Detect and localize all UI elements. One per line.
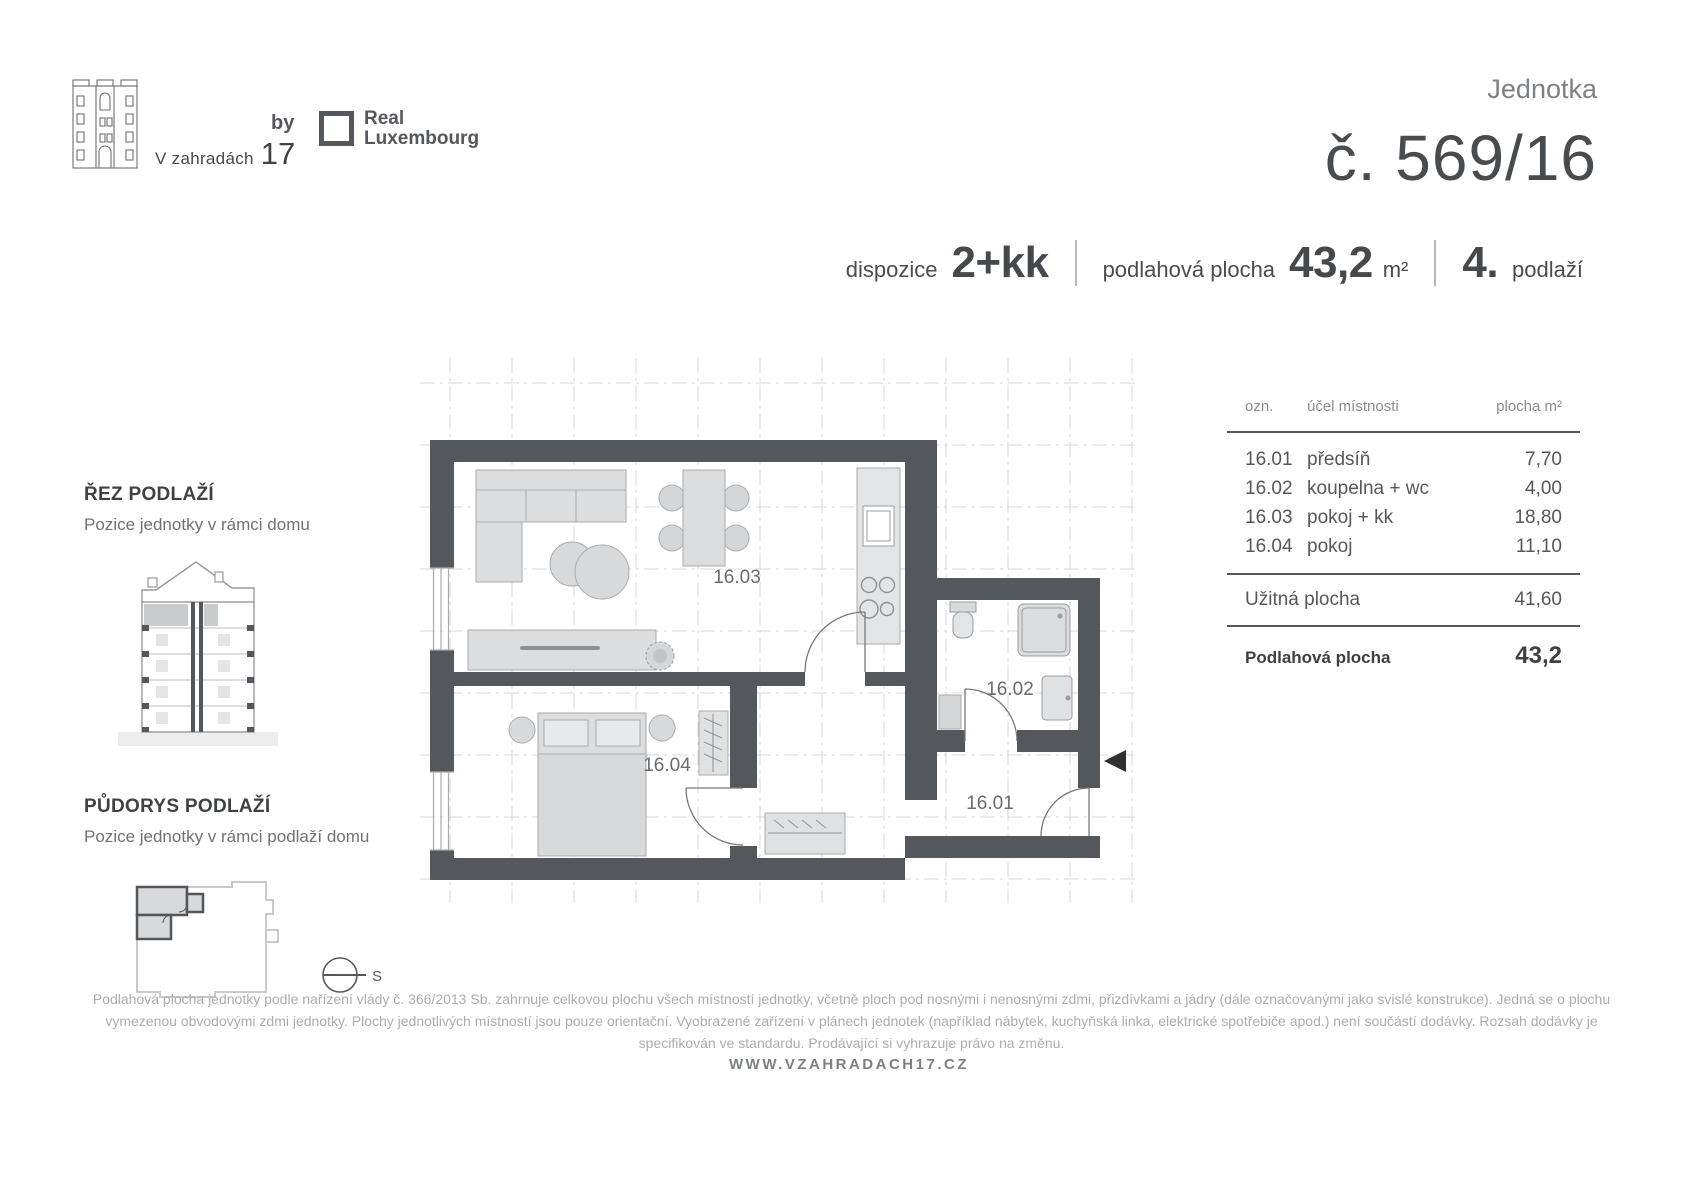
room-area-table — [1227, 398, 1580, 670]
room-label-1602: 16.02 — [986, 679, 1034, 700]
sideboard-tv-icon — [468, 630, 656, 670]
table-row: 16.02 koupelna + wc 4,00 — [1245, 478, 1562, 499]
room-label-1603: 16.03 — [713, 567, 761, 588]
spec-plocha-value: 43,2 — [1289, 238, 1373, 287]
washbasin-icon — [1042, 676, 1072, 720]
toilet-icon — [950, 602, 976, 638]
floor-layout-subtitle: Pozice jednotky v rámci podlaží domu — [84, 827, 370, 846]
partner-logo — [319, 109, 479, 149]
building-facade-icon — [67, 72, 145, 172]
project-name — [155, 136, 295, 172]
website-link[interactable]: WWW.VZAHRADACH17.CZ — [729, 1056, 969, 1073]
unit-floorplan — [420, 358, 1135, 903]
spec-strip — [846, 238, 1597, 288]
spec-dispozice — [846, 238, 1049, 288]
spec-podlazi — [1462, 238, 1597, 288]
table-header-plocha: plocha m² — [1496, 398, 1562, 415]
table-header-row — [1227, 398, 1580, 431]
spec-plocha — [1103, 238, 1409, 288]
project-logo — [67, 72, 295, 172]
spec-plocha-unit: m² — [1382, 257, 1409, 282]
floor-area-value: 43,2 — [1515, 642, 1562, 669]
dining-set-icon — [659, 470, 749, 566]
legal-disclaimer: Podlahová plocha jednotky podle nařízení vlády č. 366/2013 Sb. zahrnuje celkovou plochu všech místností jednotky, včetně ploch pod nosnými i nenosnými zdmi, přizdívkami a jádry (dále označovanými jako svislé konstrukce). Jedná se o plochu vymezenou obvodovými zdmi jednotky. Plochy jednotlivých místností jsou pouze orientační. Vyobrazené zařízení v plánech jednotek (například nábytek, kuchyňská linka, elektrické spotřebiče apod.) není součástí dodávky. Rozsah dodávky je specifikován ve standardu. Prodávající si vyhrazuje právo na změnu. — [92, 991, 1611, 1051]
table-body — [1227, 433, 1580, 573]
unit-label: Jednotka — [1487, 74, 1597, 104]
project-name-text: V zahradách — [155, 149, 254, 168]
table-row: 16.04 pokoj 11,10 — [1245, 536, 1562, 557]
plant-icon — [646, 642, 674, 670]
usable-area-row — [1227, 575, 1580, 625]
spec-dispozice-value: 2+kk — [951, 238, 1049, 287]
spec-dispozice-label: dispozice — [845, 257, 938, 282]
floor-area-label: Podlahová plocha — [1245, 648, 1391, 667]
kitchen-counter-icon — [857, 468, 900, 644]
spec-divider — [1434, 240, 1436, 286]
partner-name: Real Luxembourg — [364, 108, 480, 149]
coffee-tables-icon — [550, 542, 629, 599]
table-header-ucel: účel místnosti — [1307, 398, 1399, 415]
spec-divider — [1075, 240, 1077, 286]
wardrobe-icon — [699, 711, 728, 775]
table-row: 16.01 předsíň 7,70 — [1245, 449, 1562, 470]
spec-podlazi-label: podlaží — [1512, 257, 1583, 282]
bed-icon — [538, 713, 646, 856]
shower-icon — [1018, 604, 1070, 656]
room-label-1604: 16.04 — [643, 755, 691, 776]
table-row: 16.03 pokoj + kk 18,80 — [1245, 507, 1562, 528]
floor-area-row — [1227, 627, 1580, 670]
spec-plocha-label: podlahová plocha — [1102, 257, 1276, 282]
building-section-diagram — [118, 556, 278, 751]
room-label-1601: 16.01 — [966, 793, 1014, 814]
table-header-ozn: ozn. — [1245, 398, 1274, 415]
compass-label: S — [372, 968, 383, 985]
washer-icon — [939, 695, 961, 729]
usable-area-value: 41,60 — [1514, 589, 1562, 610]
unit-number: č. 569/16 — [1324, 122, 1597, 194]
entrance-arrow-icon — [1104, 750, 1126, 772]
floor-layout-title: PŮDORYS PODLAŽÍ — [84, 796, 271, 817]
hall-wardrobe-icon — [765, 813, 845, 854]
partner-square-icon — [319, 111, 354, 146]
section-view-subtitle: Pozice jednotky v rámci domu — [84, 515, 310, 534]
spec-podlazi-value: 4. — [1462, 238, 1499, 287]
project-number: 17 — [260, 136, 296, 171]
usable-area-label: Užitná plocha — [1245, 589, 1361, 610]
by-label: by — [271, 112, 295, 134]
unit-header — [1325, 74, 1597, 195]
section-view-title: ŘEZ PODLAŽÍ — [84, 484, 214, 505]
